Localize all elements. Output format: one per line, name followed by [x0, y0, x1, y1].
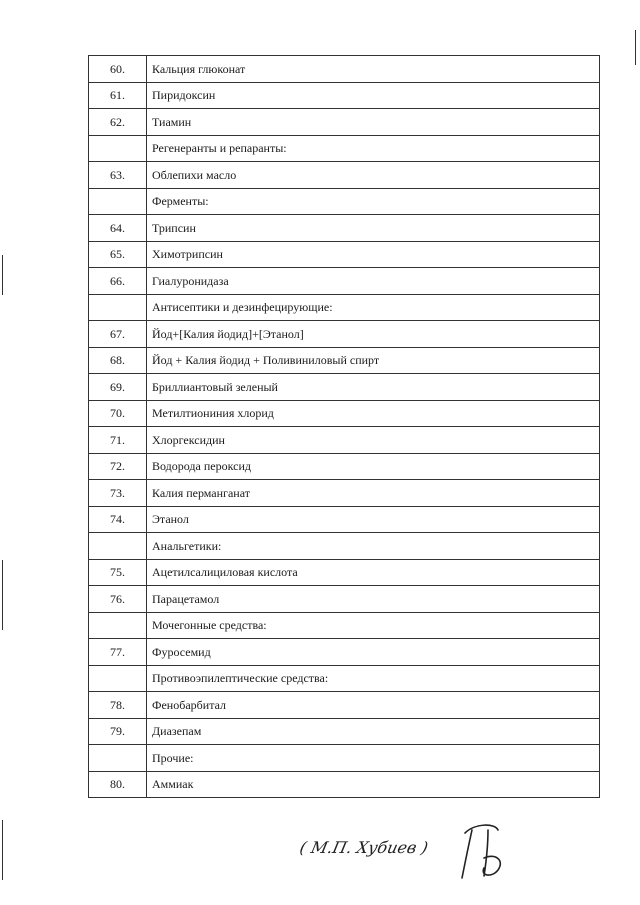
signature-block [297, 818, 500, 888]
row-number: 62. [89, 109, 147, 136]
row-number: 69. [89, 374, 147, 401]
table-row [89, 400, 600, 427]
table-row [89, 56, 600, 83]
drug-name: Гиалуронидаза [147, 268, 600, 295]
category-heading: Анальгетики: [147, 533, 600, 560]
drug-name: Фуросемид [147, 639, 600, 666]
table-row [89, 639, 600, 666]
category-heading: Мочегонные средства: [147, 612, 600, 639]
table-row [89, 533, 600, 560]
row-number: 72. [89, 453, 147, 480]
row-number [89, 612, 147, 639]
row-number: 61. [89, 82, 147, 109]
category-heading: Ферменты: [147, 188, 600, 215]
drug-name: Йод + Калия йодид + Поливиниловый спирт [147, 347, 600, 374]
drug-name: Йод+[Калия йодид]+[Этанол] [147, 321, 600, 348]
drug-name: Диазепам [147, 718, 600, 745]
scan-artifact [2, 560, 3, 630]
table-row [89, 506, 600, 533]
row-number [89, 135, 147, 162]
row-number [89, 533, 147, 560]
table-row [89, 427, 600, 454]
table-row [89, 268, 600, 295]
scan-artifact [635, 30, 636, 65]
row-number: 73. [89, 480, 147, 507]
row-number: 63. [89, 162, 147, 189]
row-number: 77. [89, 639, 147, 666]
table-row [89, 135, 600, 162]
table-body [89, 56, 600, 798]
row-number: 71. [89, 427, 147, 454]
category-heading: Прочие: [147, 745, 600, 772]
row-number: 65. [89, 241, 147, 268]
table-row [89, 347, 600, 374]
table-row [89, 692, 600, 719]
row-number [89, 188, 147, 215]
drug-name: Этанол [147, 506, 600, 533]
table-row [89, 374, 600, 401]
scan-artifact [2, 255, 3, 295]
table-row [89, 586, 600, 613]
table-row [89, 745, 600, 772]
row-number: 67. [89, 321, 147, 348]
drug-name: Парацетамол [147, 586, 600, 613]
table-row [89, 612, 600, 639]
row-number: 76. [89, 586, 147, 613]
drug-name: Пиридоксин [147, 82, 600, 109]
row-number: 79. [89, 718, 147, 745]
row-number: 60. [89, 56, 147, 83]
table-row [89, 771, 600, 798]
table-row [89, 82, 600, 109]
row-number [89, 745, 147, 772]
drug-name: Химотрипсин [147, 241, 600, 268]
drug-name: Кальция глюконат [147, 56, 600, 83]
category-heading: Регенеранты и репаранты: [147, 135, 600, 162]
row-number: 70. [89, 400, 147, 427]
table-row [89, 480, 600, 507]
drug-name: Водорода пероксид [147, 453, 600, 480]
row-number: 64. [89, 215, 147, 242]
table-row [89, 453, 600, 480]
table-row [89, 241, 600, 268]
signature-name: ( М.П. Хубиев ) [297, 838, 430, 857]
category-heading: Антисептики и дезинфецирующие: [147, 294, 600, 321]
drug-name: Бриллиантовый зеленый [147, 374, 600, 401]
table-row [89, 162, 600, 189]
drug-name: Метилтиониния хлорид [147, 400, 600, 427]
table-row [89, 109, 600, 136]
drug-name: Аммиак [147, 771, 600, 798]
row-number: 66. [89, 268, 147, 295]
row-number: 80. [89, 771, 147, 798]
drug-name: Фенобарбитал [147, 692, 600, 719]
row-number: 68. [89, 347, 147, 374]
row-number: 78. [89, 692, 147, 719]
table-row [89, 294, 600, 321]
drug-name: Облепихи масло [147, 162, 600, 189]
table-row [89, 559, 600, 586]
table-row [89, 215, 600, 242]
handwritten-signature-icon [450, 818, 520, 888]
table-row [89, 321, 600, 348]
scan-artifact [2, 820, 3, 880]
row-number [89, 665, 147, 692]
table-row [89, 718, 600, 745]
drug-name: Хлоргексидин [147, 427, 600, 454]
row-number: 75. [89, 559, 147, 586]
category-heading: Противоэпилептические средства: [147, 665, 600, 692]
drug-name: Калия перманганат [147, 480, 600, 507]
drug-list-table [88, 55, 600, 798]
row-number: 74. [89, 506, 147, 533]
drug-name: Ацетилсалициловая кислота [147, 559, 600, 586]
table-row [89, 188, 600, 215]
drug-name: Трипсин [147, 215, 600, 242]
table-row [89, 665, 600, 692]
drug-name: Тиамин [147, 109, 600, 136]
row-number [89, 294, 147, 321]
